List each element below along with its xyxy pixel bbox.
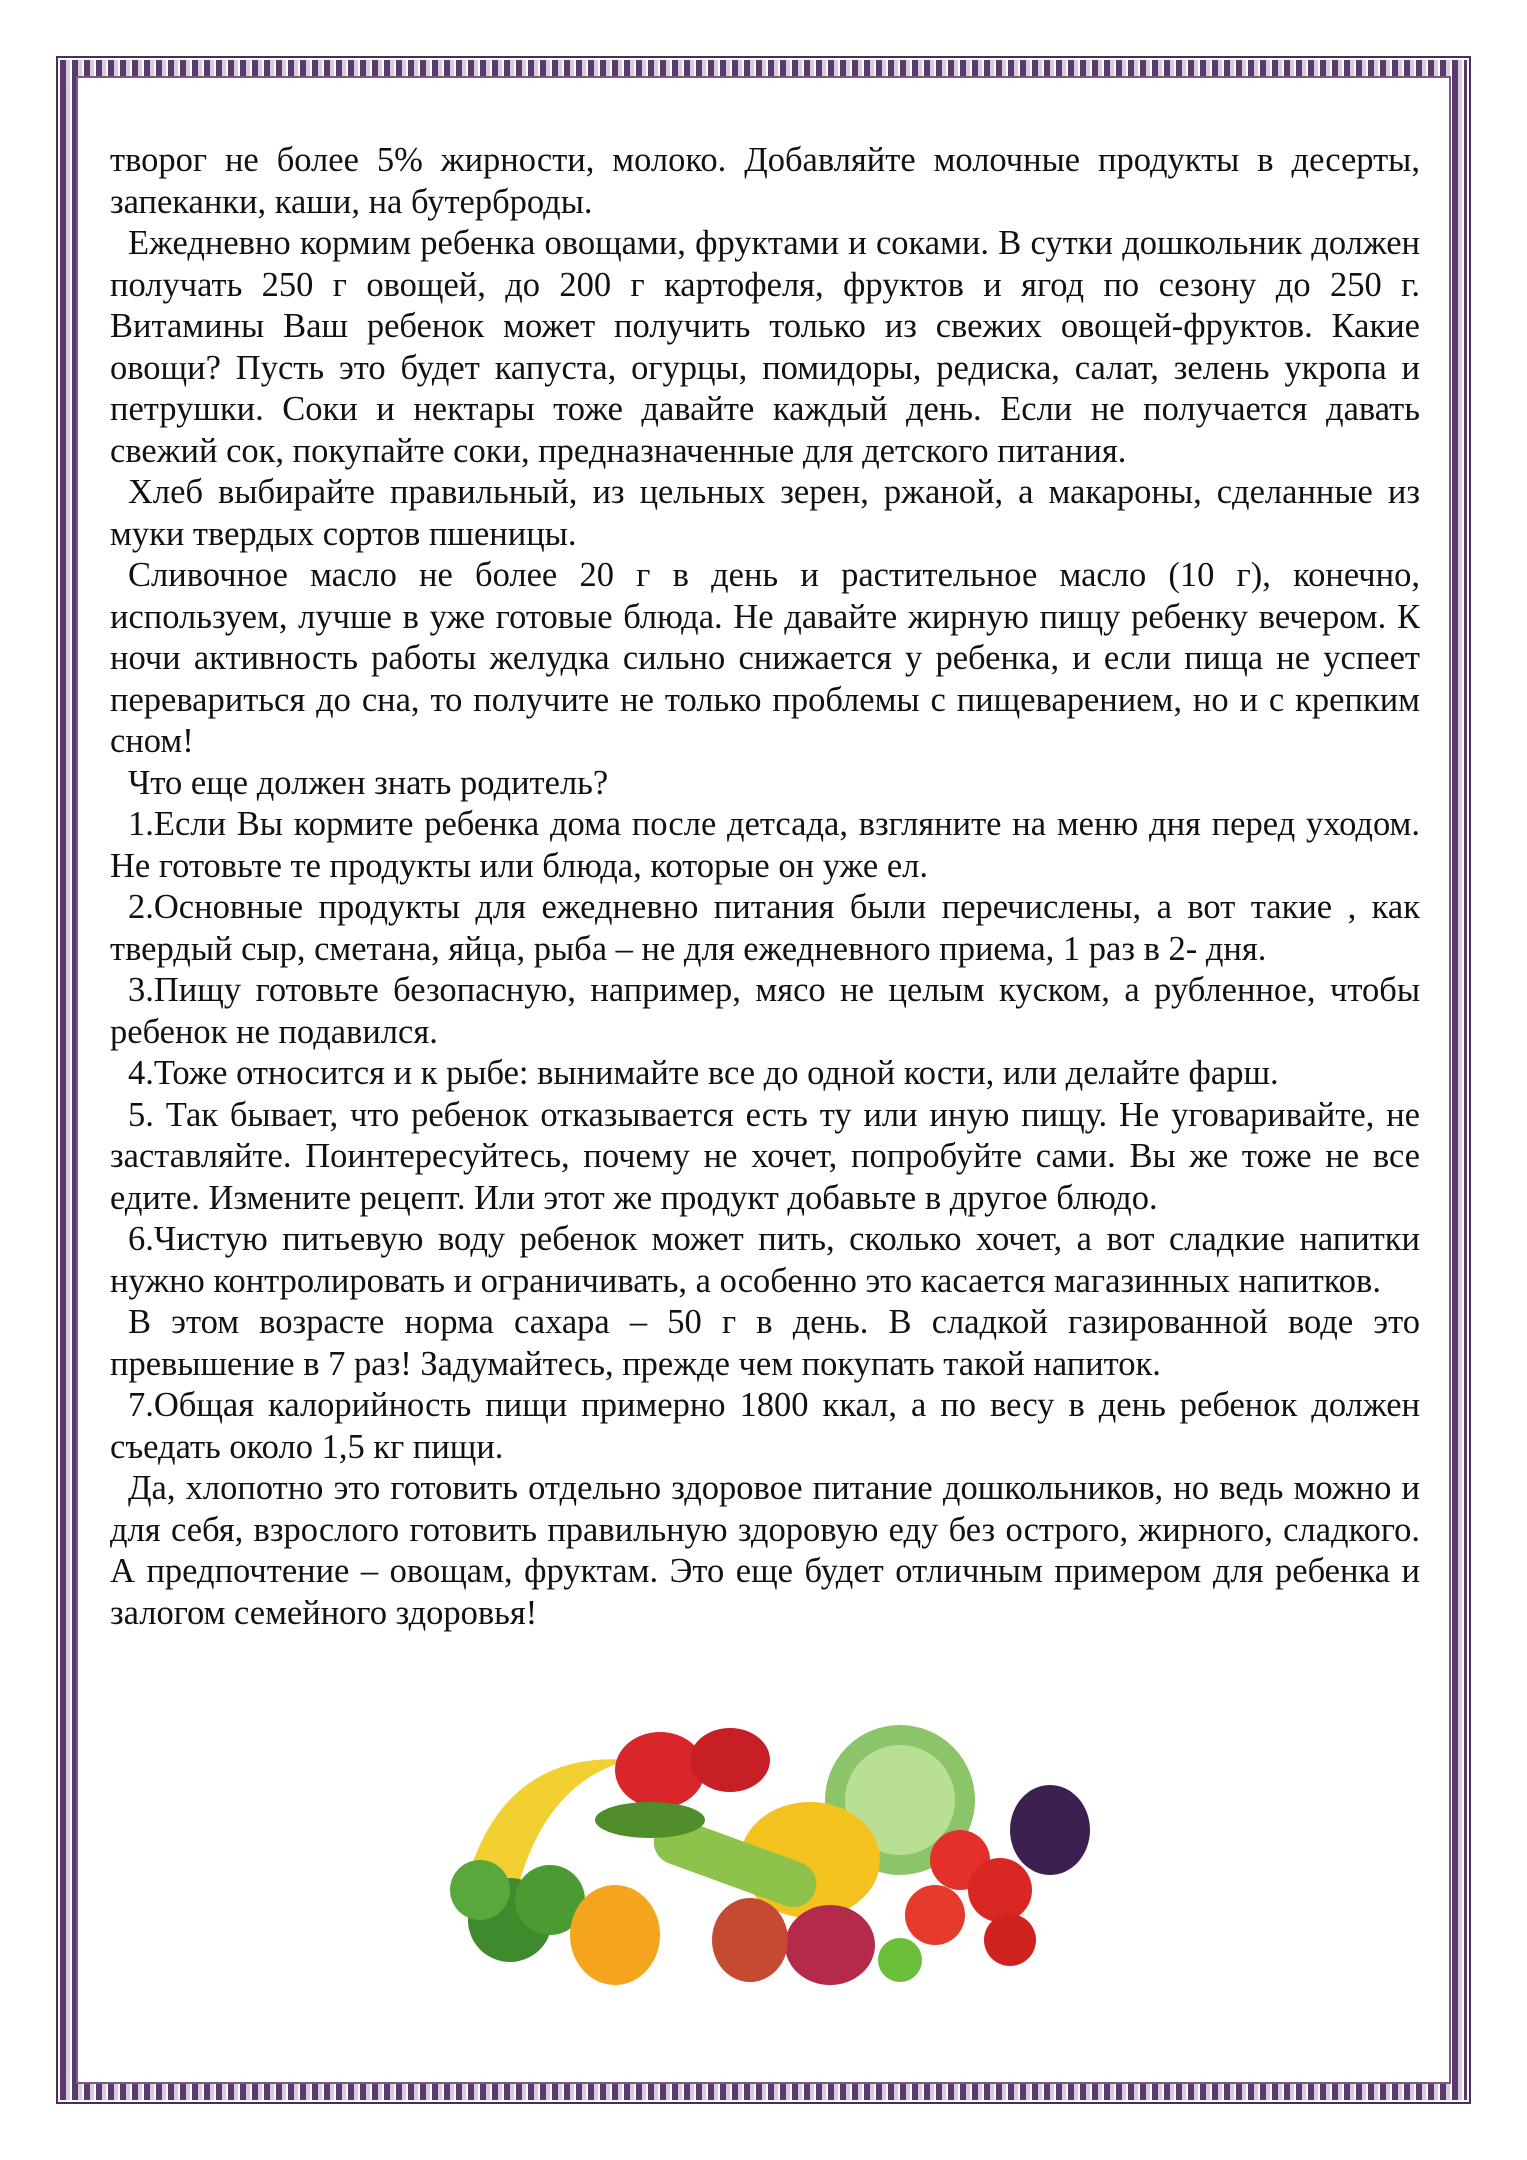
paragraph-vegetables: Ежедневно кормим ребенка овощами, фруктами и соками. В сутки дошкольник должен получать 250 г овощей, до 200 г картофеля, фруктов и ягод по сезону до 250 г. Витамины Ваш ребенок может получить только из свежих овощей-фруктов. Какие овощи? Пусть это будет капуста, огурцы, помидоры, редиска, салат, зелень укропа и петрушки. Соки и нектары тоже давайте каждый день. Если не получается давать свежий сок, покупайте соки, предназначенные для детского питания. [110,224,1420,470]
paragraph-sugar: В этом возрасте норма сахара – 50 г в день. В сладкой газированной воде это превышение в 7 раз! Задумайтесь, прежде чем покупать такой напиток. [110,1303,1420,1383]
article-body [110,140,1420,1634]
list-item-7: 7.Общая калорийность пищи примерно 1800 ккал, а по весу в день ребенок должен съедать около 1,5 кг пищи. [110,1386,1420,1466]
list-item-6: 6.Чистую питьевую воду ребенок может пить, сколько хочет, а вот сладкие напитки нужно контролировать и ограничивать, а особенно это касается магазинных напитков. [110,1220,1420,1300]
vegetables-fruits-pile-icon [400,1690,1140,2000]
list-item-1: 1.Если Вы кормите ребенка дома после детсада, взгляните на меню дня перед уходом. Не готовьте те продукты или блюда, которые он уже ел. [110,805,1420,885]
list-item-4: 4.Тоже относится и к рыбе: вынимайте все до одной кости, или делайте фарш. [128,1054,1279,1092]
paragraph-butter: Сливочное масло не более 20 г в день и растительное масло (10 г), конечно, используем, лучше в уже готовые блюда. Не давайте жирную пищу ребенку вечером. К ночи активность работы желудка сильно снижается у ребенка, и если пища не успеет перевариться до сна, то получите не только проблемы с пищеварением, но и с крепким сном! [110,556,1420,760]
paragraph-question: Что еще должен знать родитель? [128,763,609,802]
list-item-3: 3.Пищу готовьте безопасную, например, мясо не целым куском, а рубленное, чтобы ребенок не подавился. [110,971,1420,1051]
list-item-5: 5. Так бывает, что ребенок отказывается есть ту или иную пищу. Не уговаривайте, не заставляйте. Поинтересуйтесь, почему не хочет, попробуйте сами. Вы же тоже не все едите. Измените рецепт. Или этот же продукт добавьте в другое блюдо. [110,1095,1420,1217]
paragraph-dairy: творог не более 5% жирности, молоко. Добавляйте молочные продукты в десерты, запеканки, каши, на бутерброды. [110,141,1420,221]
paragraph-conclusion: Да, хлопотно это готовить отдельно здоровое питание дошкольников, но ведь можно и для себя, взрослого готовить правильную здоровую еду без острого, жирного, сладкого. А предпочтение – овощам, фруктам. Это еще будет отличным примером для ребенка и залогом семейного здоровья! [110,1469,1420,1632]
list-item-2: 2.Основные продукты для ежедневно питания были перечислены, а вот такие , как твердый сыр, сметана, яйца, рыба – не для ежедневного приема, 1 раз в 2- дня. [110,888,1420,968]
paragraph-bread: Хлеб выбирайте правильный, из цельных зерен, ржаной, а макароны, сделанные из муки твердых сортов пшеницы. [110,473,1420,553]
